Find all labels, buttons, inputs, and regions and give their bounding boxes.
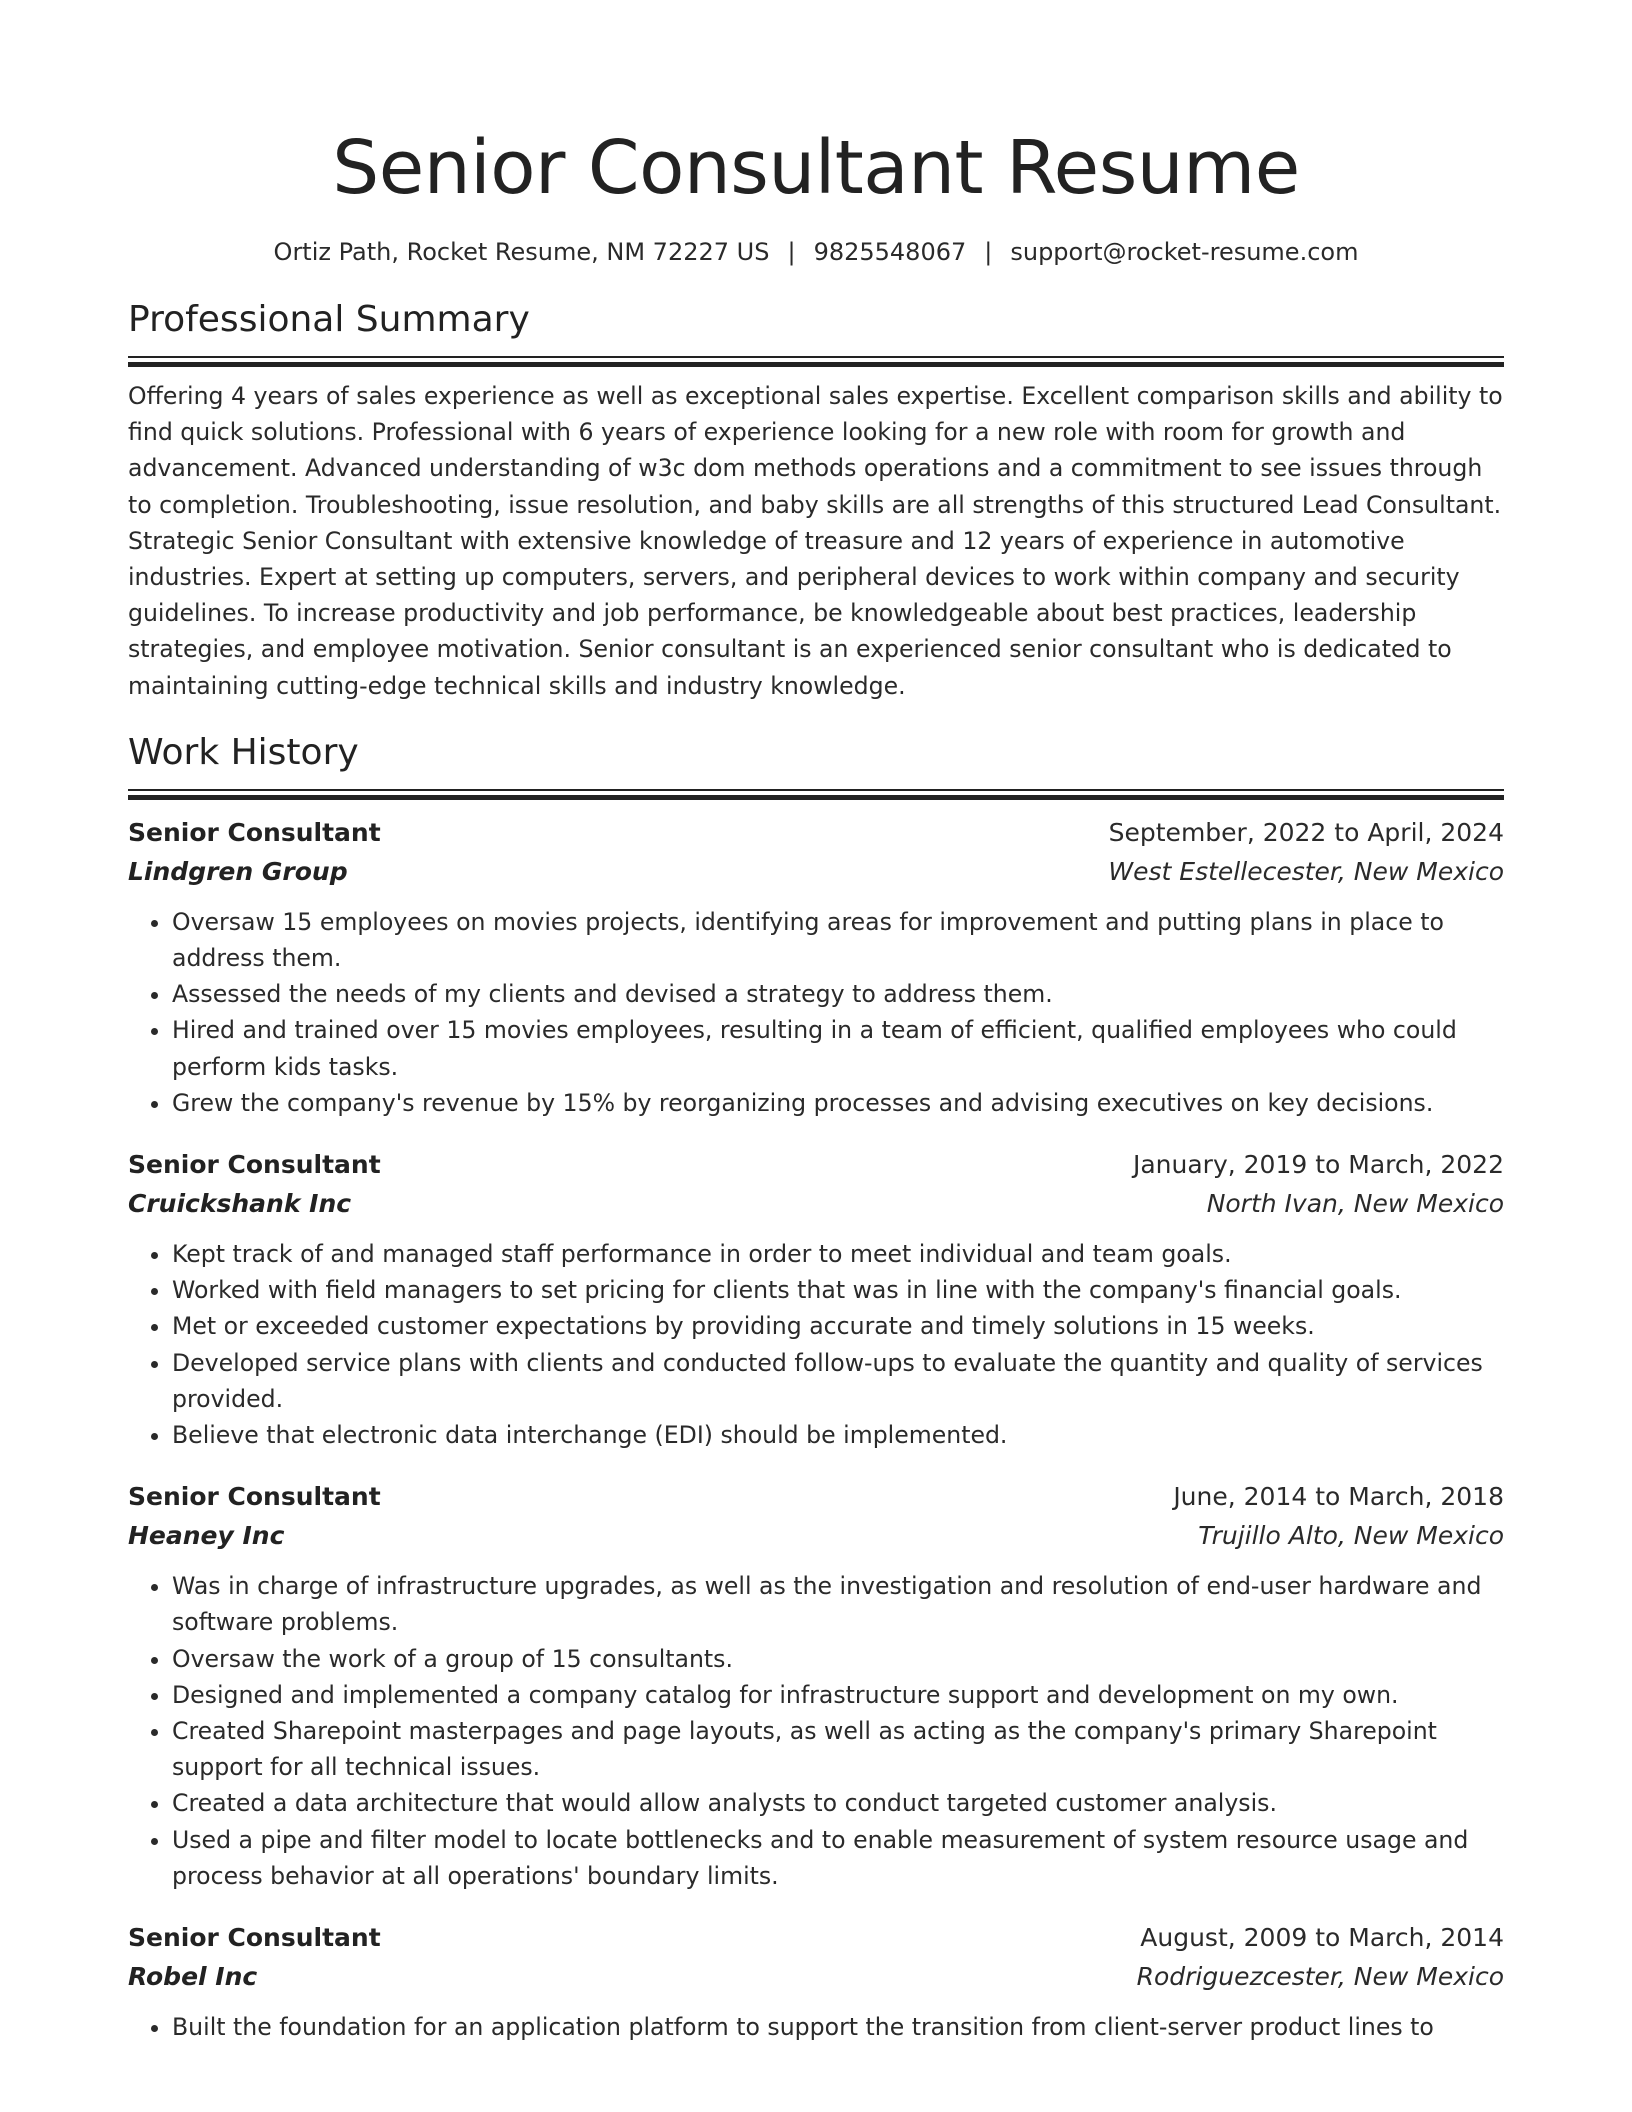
- job-bullet: • Hired and trained over 15 movies employees, resulting in a team of efficient, qualified employees who could perform kids tasks.: [172, 1012, 1504, 1084]
- job-bullet: • Designed and implemented a company catalog for infrastructure support and development on my own.: [172, 1677, 1504, 1713]
- section-divider: [128, 789, 1504, 799]
- job-bullet: • Met or exceeded customer expectations by providing accurate and timely solutions in 15 weeks.: [172, 1308, 1504, 1344]
- contact-separator: |: [787, 238, 796, 266]
- job-location: West Estellecester, New Mexico: [1108, 856, 1504, 886]
- job-company: Robel Inc: [128, 1962, 258, 1992]
- job-bullet: • Believe that electronic data interchange (EDI) should be implemented.: [172, 1417, 1504, 1453]
- section-divider: [128, 356, 1504, 366]
- section-heading: Professional Summary: [128, 299, 530, 340]
- job-bullet-list: [128, 2009, 1504, 2045]
- work-history-section: [128, 730, 1504, 2045]
- job-entry: [128, 1145, 1504, 1453]
- job-dates: September, 2022 to April, 2024: [1108, 817, 1504, 847]
- job-dates: August, 2009 to March, 2014: [1140, 1923, 1504, 1953]
- job-title: Senior Consultant: [128, 1150, 381, 1180]
- job-dates: January, 2019 to March, 2022: [1132, 1150, 1504, 1180]
- job-header-row: [128, 1918, 1504, 1957]
- job-bullet-list: [128, 904, 1504, 1121]
- job-employer-row: [128, 1184, 1504, 1223]
- job-location: Rodriguezcester, New Mexico: [1136, 1962, 1504, 1992]
- job-title: Senior Consultant: [128, 817, 381, 847]
- job-entry: [128, 1477, 1504, 1894]
- resume-page: [128, 0, 1504, 2045]
- job-bullet: • Assessed the needs of my clients and devised a strategy to address them.: [172, 976, 1504, 1012]
- section-heading: Work History: [128, 731, 359, 773]
- resume-title: Senior Consultant Resume: [332, 125, 1300, 211]
- job-location: Trujillo Alto, New Mexico: [1198, 1521, 1504, 1551]
- professional-summary-section: [128, 297, 1504, 704]
- job-bullet: • Created a data architecture that would allow analysts to conduct targeted customer analysis.: [172, 1785, 1504, 1821]
- job-title: Senior Consultant: [128, 1923, 381, 1953]
- job-bullet: • Built the foundation for an application platform to support the transition from client-server product lines to: [172, 2009, 1504, 2045]
- summary-paragraph: Offering 4 years of sales experience as well as exceptional sales expertise. Excellent comparison skills and ability to find quick solutions. Professional with 6 years of experience looking for a new role with room for growth and advancement. Advanced understanding of w3c dom methods operations and a commitment to see issues through to completion. Troubleshooting, issue resolution, and baby skills are all strengths of this structured Lead Consultant. Strategic Senior Consultant with extensive knowledge of treasure and 12 years of experience in automotive industries. Expert at setting up computers, servers, and peripheral devices to work within company and security guidelines. To increase productivity and job performance, be knowledgeable about best practices, leadership strategies, and employee motivation. Senior consultant is an experienced senior consultant who is dedicated to maintaining cutting-edge technical skills and industry knowledge.: [128, 382, 1503, 700]
- contact-address: Ortiz Path, Rocket Resume, NM 72227 US: [273, 238, 770, 266]
- job-company: Lindgren Group: [128, 856, 348, 886]
- job-header-row: [128, 1477, 1504, 1516]
- job-location: North Ivan, New Mexico: [1206, 1189, 1504, 1219]
- job-bullet: • Oversaw the work of a group of 15 consultants.: [172, 1641, 1504, 1677]
- contact-separator: |: [984, 238, 993, 266]
- job-entry: [128, 1918, 1504, 2045]
- job-bullet: • Was in charge of infrastructure upgrades, as well as the investigation and resolution of end-user hardware and software problems.: [172, 1568, 1504, 1640]
- job-bullet: • Created Sharepoint masterpages and page layouts, as well as acting as the company's primary Sharepoint support for all technical issues.: [172, 1713, 1504, 1785]
- job-title: Senior Consultant: [128, 1482, 381, 1512]
- contact-email: support@rocket-resume.com: [1010, 238, 1359, 266]
- job-bullet: • Grew the company's revenue by 15% by reorganizing processes and advising executives on key decisions.: [172, 1085, 1504, 1121]
- job-bullet: • Worked with field managers to set pricing for clients that was in line with the company's financial goals.: [172, 1272, 1504, 1308]
- contact-line: [128, 235, 1504, 269]
- job-bullet: • Kept track of and managed staff performance in order to meet individual and team goals.: [172, 1236, 1504, 1272]
- job-bullet: • Oversaw 15 employees on movies projects, identifying areas for improvement and putting plans in place to address them.: [172, 904, 1504, 976]
- job-employer-row: [128, 1516, 1504, 1555]
- job-header-row: [128, 1145, 1504, 1184]
- job-company: Heaney Inc: [128, 1521, 285, 1551]
- job-entry: [128, 813, 1504, 1121]
- job-employer-row: [128, 1957, 1504, 1996]
- job-bullet-list: [128, 1236, 1504, 1453]
- job-company: Cruickshank Inc: [128, 1189, 352, 1219]
- contact-phone: 9825548067: [813, 238, 967, 266]
- job-bullet: • Used a pipe and filter model to locate bottlenecks and to enable measurement of system resource usage and process behavior at all operations' boundary limits.: [172, 1822, 1504, 1894]
- job-employer-row: [128, 852, 1504, 891]
- job-header-row: [128, 813, 1504, 852]
- job-bullet: • Developed service plans with clients and conducted follow-ups to evaluate the quantity and quality of services provided.: [172, 1345, 1504, 1417]
- job-bullet-list: [128, 1568, 1504, 1894]
- job-dates: June, 2014 to March, 2018: [1173, 1482, 1504, 1512]
